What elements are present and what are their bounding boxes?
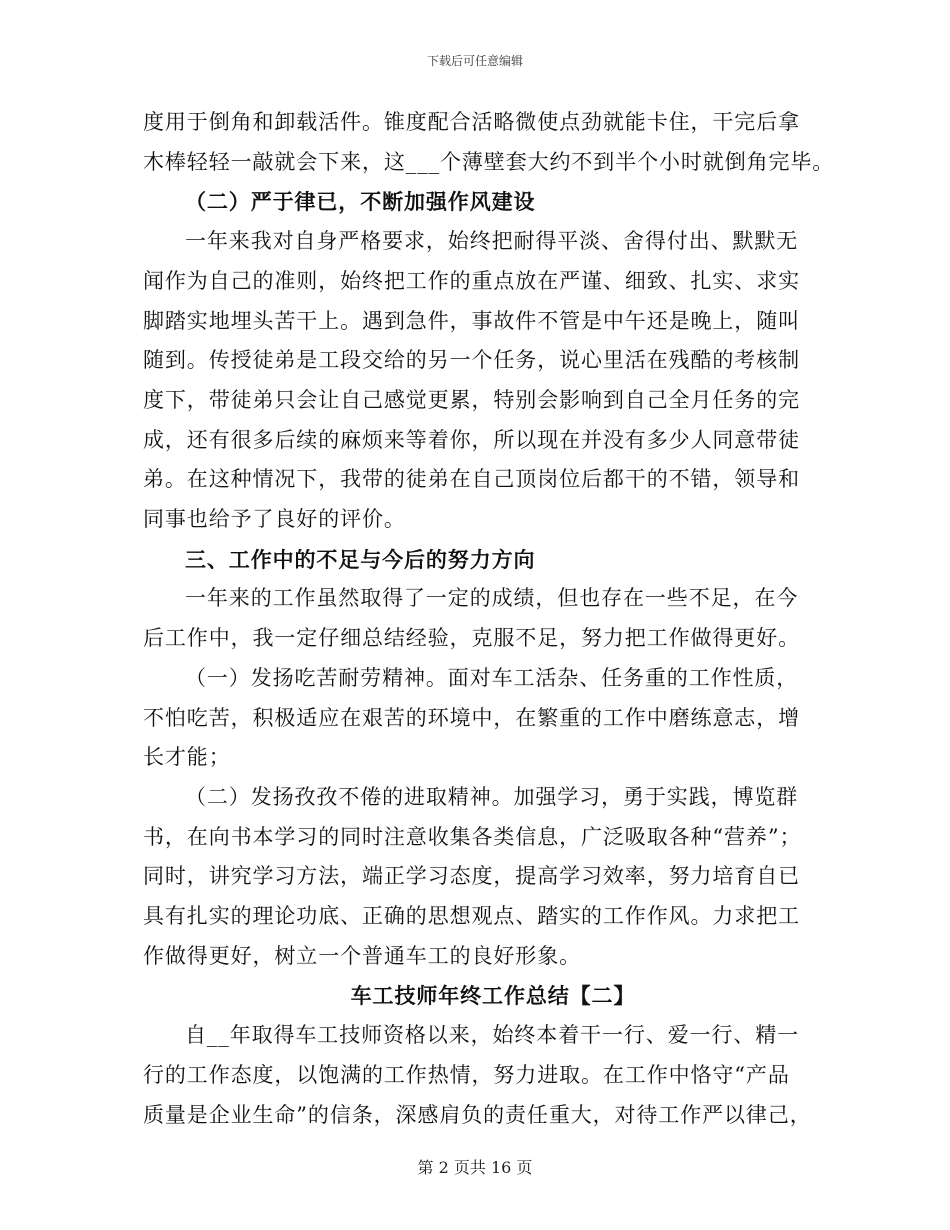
body-line: 一年来的工作虽然取得了一定的成绩，但也存在一些不足，在今 xyxy=(185,586,799,611)
body-line: 度下，带徒弟只会让自己感觉更累，特别会影响到自己全月任务的完 xyxy=(143,387,800,412)
article-title: 车工技师年终工作总结【二】 xyxy=(350,983,636,1009)
body-line: 自__年取得车工技师资格以来，始终本着干一行、爱一行、精一 xyxy=(185,1023,800,1048)
page-footer: 第 2 页共 16 页 xyxy=(417,1158,533,1177)
body-line: 作做得更好，树立一个普通车工的良好形象。 xyxy=(143,943,581,968)
body-line: 同时，讲究学习方法，端正学习态度，提高学习效率，努力培育自已 xyxy=(143,864,800,889)
section-heading: （二）严于律已，不断加强作风建设 xyxy=(185,189,536,215)
page-header: 下载后可任意编辑 xyxy=(426,54,523,68)
body-line: 闻作为自己的准则，始终把工作的重点放在严谨、细致、扎实、求实 xyxy=(143,268,800,293)
body-line: 具有扎实的理论功底、正确的思想观点、踏实的工作作风。力求把工 xyxy=(143,904,800,929)
body-line: 脚踏实地埋头苦干上。遇到急件，事故件不管是中午还是晚上，随叫 xyxy=(143,308,800,333)
body-line: 一年来我对自身严格要求，始终把耐得平淡、舍得付出、默默无 xyxy=(185,229,799,254)
body-line: （一）发扬吃苦耐劳精神。面对车工活杂、任务重的工作性质， xyxy=(185,665,799,690)
body-line: 木棒轻轻一敲就会下来，这___个薄壁套大约不到半个小时就倒角完毕。 xyxy=(143,149,835,174)
body-line: 随到。传授徒弟是工段交给的另一个任务，说心里活在残酷的考核制 xyxy=(143,348,800,373)
body-line: 同事也给予了良好的评价。 xyxy=(143,507,406,532)
section-heading: 三、工作中的不足与今后的努力方向 xyxy=(185,546,536,572)
body-line: 后工作中，我一定仔细总结经验，克服不足，努力把工作做得更好。 xyxy=(143,626,800,651)
body-line: 行的工作态度，以饱满的工作热情，努力进取。在工作中恪守“产品 xyxy=(143,1062,790,1087)
body-line: 度用于倒角和卸载活件。锥度配合活略微使点劲就能卡住，干完后拿 xyxy=(143,110,800,134)
body-line: 质量是企业生命”的信条，深感肩负的责任重大，对待工作严以律己， xyxy=(143,1102,812,1127)
body-line: （二）发扬孜孜不倦的进取精神。加强学习，勇于实践，博览群 xyxy=(185,784,799,809)
body-line: 成，还有很多后续的麻烦来等着你，所以现在并没有多少人同意带徒 xyxy=(143,427,800,452)
body-line: 书，在向书本学习的同时注意收集各类信息，广泛吸取各种“营养”； xyxy=(143,824,802,849)
body-line: 不怕吃苦，积极适应在艰苦的环境中，在繁重的工作中磨练意志，增 xyxy=(143,705,800,730)
document-body xyxy=(143,103,835,1135)
body-line: 弟。在这种情况下，我带的徒弟在自己顶岗位后都干的不错，领导和 xyxy=(143,467,800,492)
body-line: 长才能； xyxy=(143,745,231,770)
